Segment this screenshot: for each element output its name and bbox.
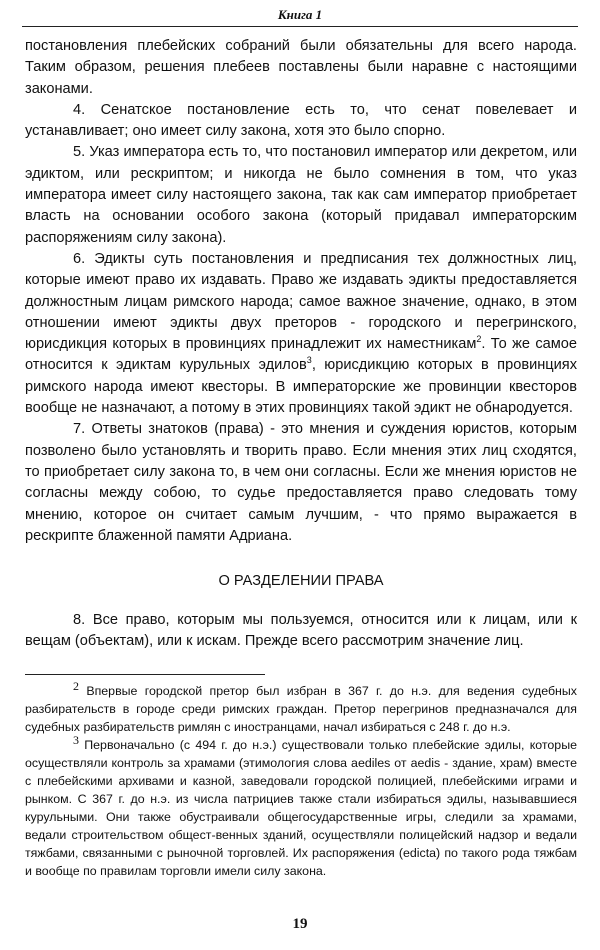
paragraph-continuation: постановления плебейских собраний были обязательны для всего народа. Таким образом, решения плебеев поставлены были наравне с настоящими законами. (25, 38, 577, 97)
footnotes (25, 678, 577, 880)
running-header-title: Книга 1 (277, 7, 323, 22)
page-number: 19 (292, 916, 308, 932)
paragraph-5: 5. Указ императора есть то, что постановил император или декретом, или эдиктом, или рескриптом; и никогда не было сомнения в том, что указ императора имеет силу настоящего закона, так как сам император приобретает власть на основании особого закона (который придавал императорским распоряжениям силу закона). (25, 144, 577, 246)
main-text (25, 36, 577, 547)
footnote-3 (25, 732, 577, 880)
paragraph-6-part-1: 6. Эдикты суть постановления и предписания тех должностных лиц, которые имеют право их издавать. Право же издавать эдикты предоставляется должностным лицам римского народа; самое важное значение, однако, в этом отношении имеют эдикты двух преторов - городского и перегринского, юрисдикция которых в провинциях принадлежит их наместникам (25, 250, 577, 353)
running-header (22, 4, 578, 27)
main-text-after-heading (25, 610, 577, 653)
footnote-3-text: Первоначально (с 494 г. до н.э.) существовали только плебейские эдилы, которые осуществляли контроль за храмами (этимология слова aediles от aedis - здание, храм) вместе с плебейскими архивами и казной, заведовали городской полицией, плебейскими играми и рынком. С 367 г. до н.э. из числа патрициев также стали избираться эдилы, называвшиеся курульными. Они также обустраивали общегосударственные игры, следили за храмами, ведали строительством общест-венных зданий, осуществляли полицейский надзор и ведали тяжбами, связанными с рыночной торговлей. Их распоряжения (edicta) по такого рода тяжбам и вообще по правилам торговли имели силу закона. (25, 738, 577, 878)
footnote-ref-3: 3 (306, 355, 312, 366)
footnote-2 (25, 678, 577, 736)
section-heading: О РАЗДЕЛЕНИИ ПРАВА (218, 573, 384, 589)
footnote-divider (25, 674, 265, 675)
footnote-2-text: Впервые городской претор был избран в 367 г. до н.э. для ведения судебных разбирательств в городе среди римских граждан. Претор перегринов предназначался для судебных разбирательств римлян с иностранцами, начал избираться с 248 г. до н.э. (25, 684, 577, 734)
footnote-ref-2: 2 (476, 334, 482, 345)
paragraph-8: 8. Все право, которым мы пользуемся, относится или к лицам, или к вещам (объектам), или к искам. Прежде всего рассмотрим значение лиц. (25, 612, 577, 650)
paragraph-6-part-3: , юрисдикцию которых в провинциях римского народа имеют квесторы. В императорские же провинции квесторов вообще не назначают, а потому в этих провинциях такой эдикт не обнародуется. (25, 357, 577, 417)
paragraph-7: 7. Ответы знатоков (права) - это мнения и суждения юристов, которым позволено было установлять и творить право. Если мнения этих лиц сходятся, то приобретает силу закона то, в чем они согласны. Если же мнения юристов не согласны между собою, то судье предоставляется право следовать тому мнению, которое он считает самым лучшим, - что прямо выражается в рескрипте блаженной памяти Адриана. (25, 421, 577, 544)
paragraph-6 (25, 249, 577, 419)
footnote-2-number: 2 (73, 678, 79, 693)
footnote-3-number: 3 (73, 732, 79, 747)
paragraph-6-part-2: . То же самое относится к эдиктам курульных эдилов (25, 336, 577, 374)
paragraph-4: 4. Сенатское постановление есть то, что сенат повелевает и устанавливает; оно имеет силу закона, хотя это было спорно. (25, 101, 577, 140)
